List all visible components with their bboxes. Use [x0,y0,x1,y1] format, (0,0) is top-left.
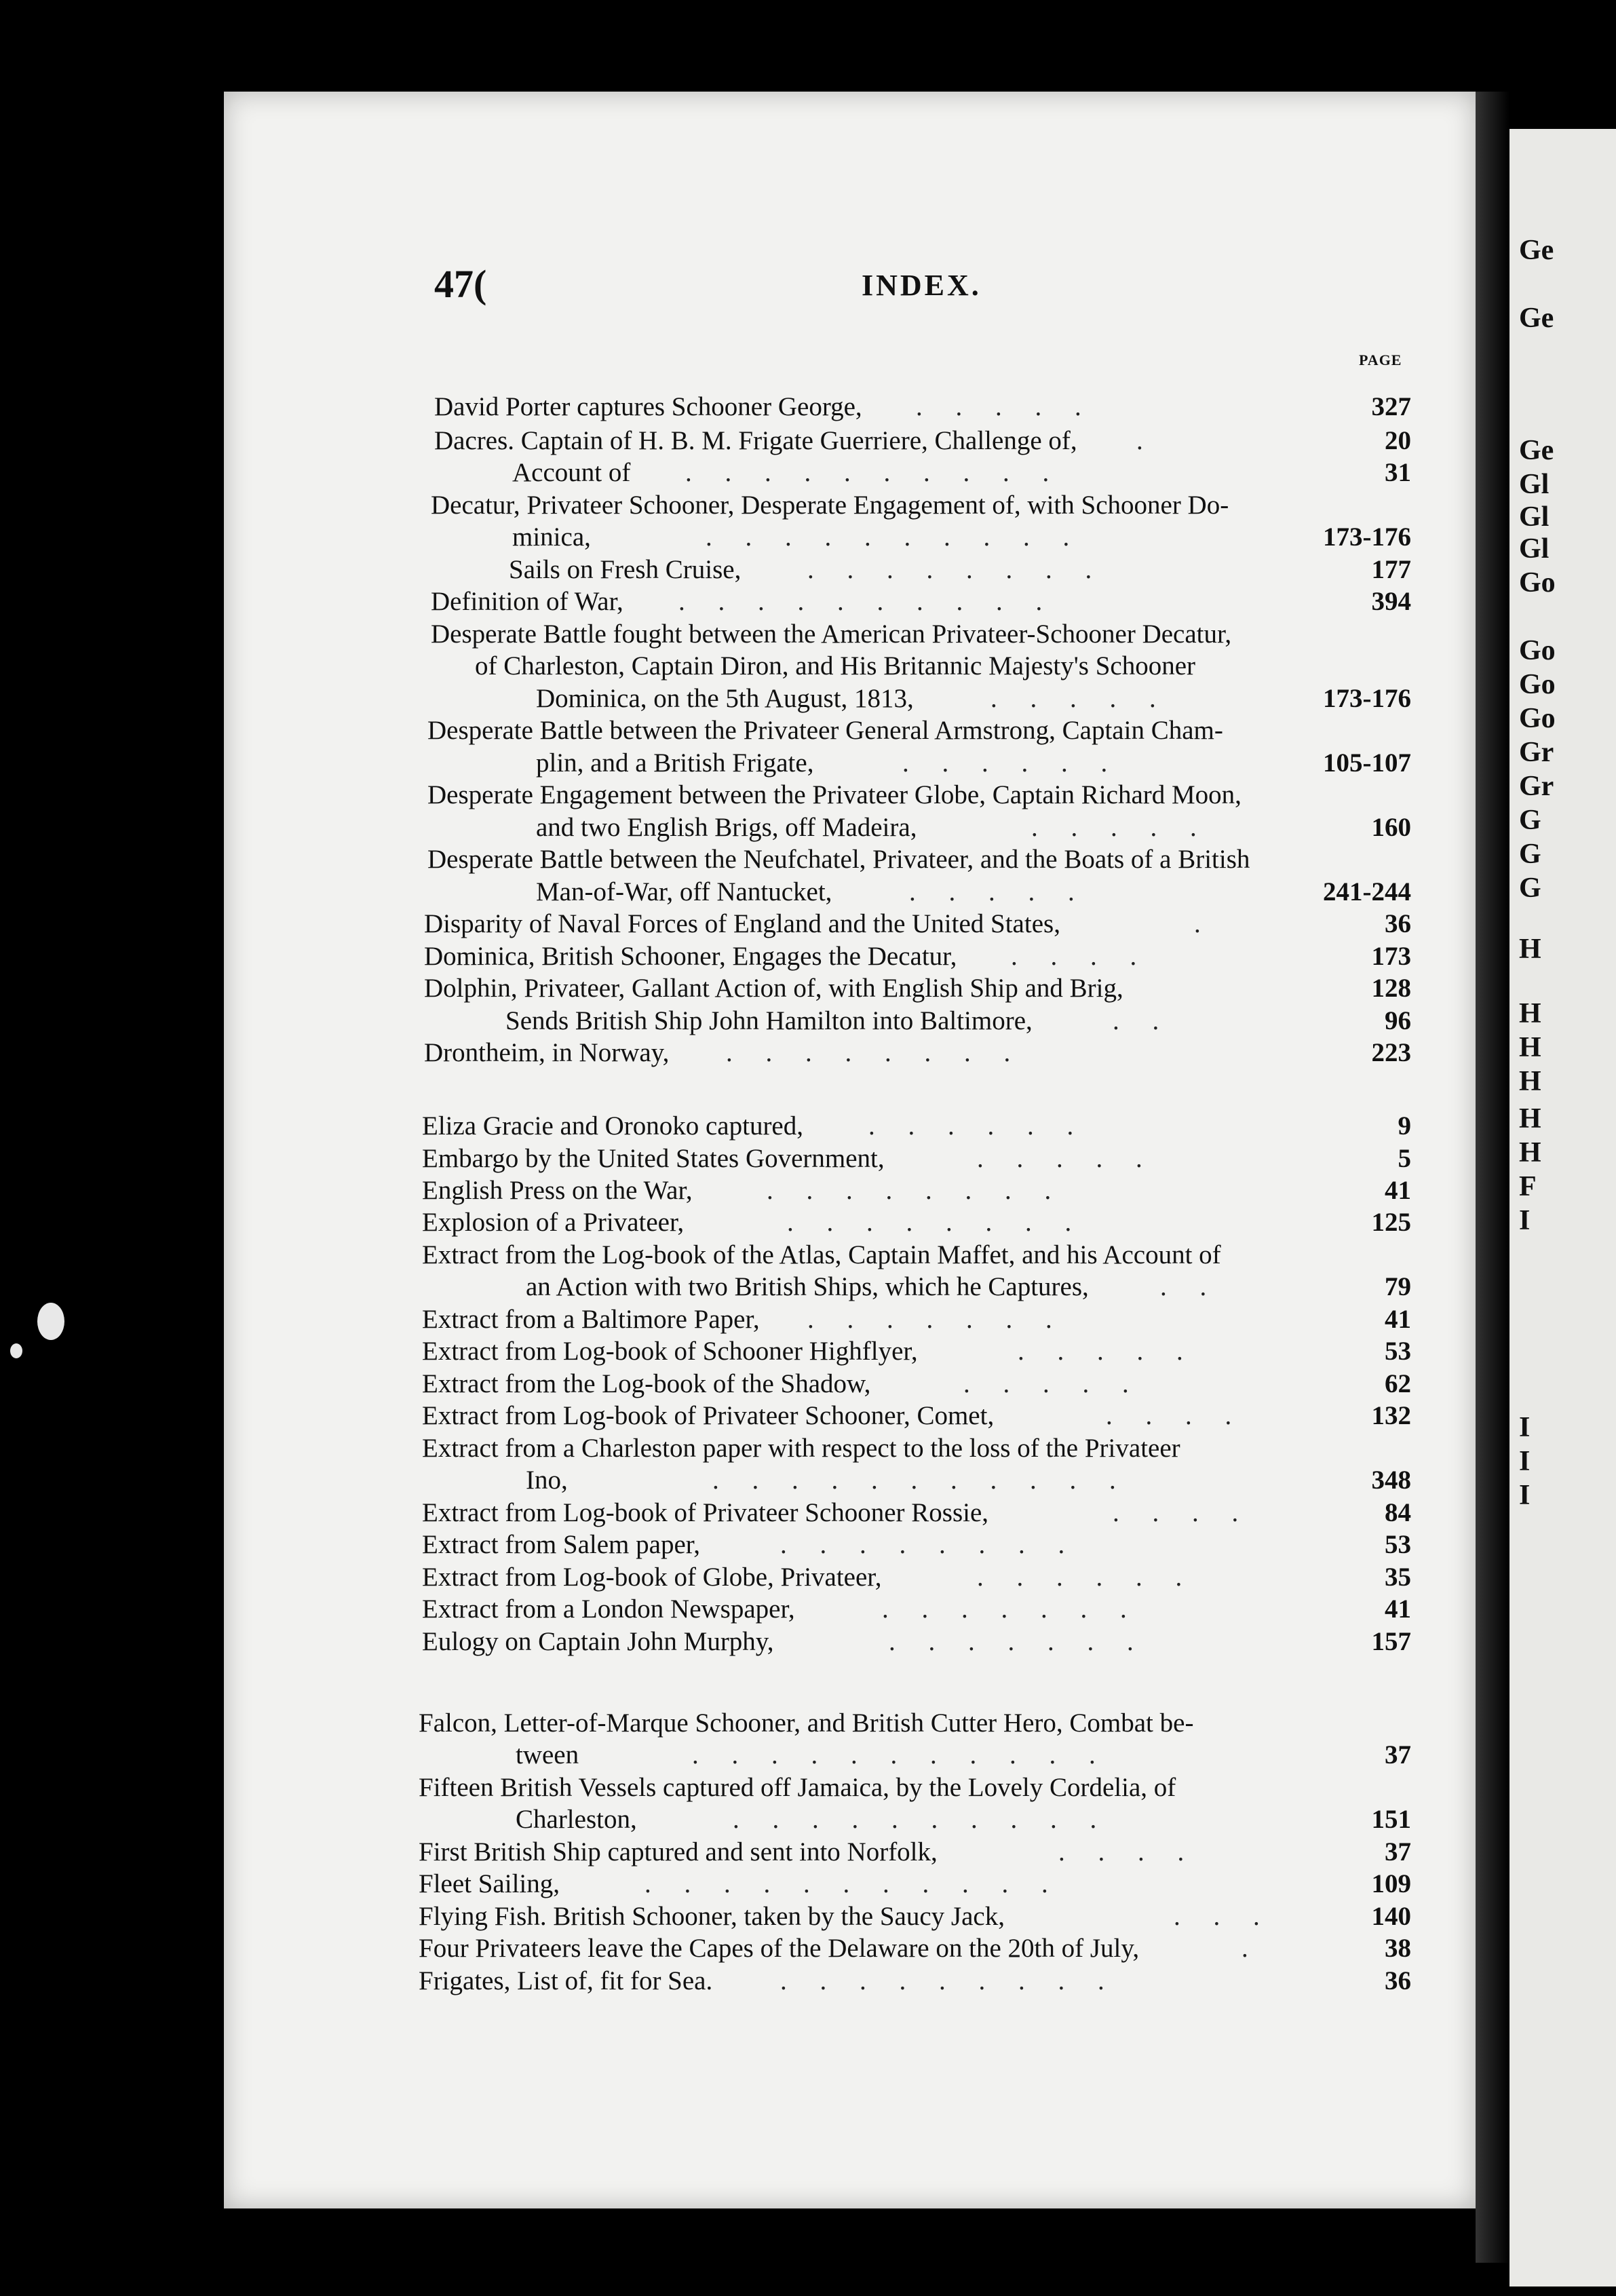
facing-page-fragment: Go [1519,635,1556,666]
dot-leader: . . [1113,1006,1159,1035]
entry-text: Account of [512,458,631,487]
index-entry [0,649,1411,683]
dot-leader: . . . . . . . . . . [733,1805,1097,1834]
index-entry [0,1303,1411,1337]
facing-page-fragment: H [1519,1103,1541,1134]
index-entry [0,1867,1411,1901]
entry-text: Extract from Log-book of Privateer Schooner, Comet, [422,1401,995,1430]
facing-page-fragment: Gr [1519,771,1554,802]
page-reference: 96 [1385,1006,1411,1035]
entry-text: Frigates, List of, fit for Sea. [419,1966,713,1995]
index-entry [0,1964,1411,1998]
dot-leader: . . . . . [1031,813,1197,842]
entry-text: Extract from the Log-book of the Atlas, Captain Maffet, and his Account of [422,1240,1221,1269]
dot-leader: . . . . [1106,1401,1232,1430]
entry-text: Extract from the Log-book of the Shadow, [422,1369,871,1398]
index-entry [0,1561,1411,1594]
index-entry [0,1528,1411,1562]
entry-text: Fifteen British Vessels captured off Jamaica, by the Lovely Cordelia, of [419,1773,1176,1802]
facing-page-fragment: Ge [1519,303,1554,334]
dot-leader: . . . . . [1018,1337,1183,1366]
index-entry [0,1625,1411,1659]
page-reference: 128 [1371,974,1411,1003]
dot-leader: . . . . [1011,942,1137,971]
page-reference: 41 [1385,1176,1411,1205]
page-reference: 36 [1385,1966,1411,1995]
page-reference: 109 [1371,1869,1411,1898]
page-number: 47( [434,262,487,306]
dot-leader: . . . . . . . . [807,555,1092,584]
entry-text: David Porter captures Schooner George, [434,392,862,421]
index-entry [0,811,1411,845]
entry-text: Extract from a London Newspaper, [422,1594,795,1624]
index-entry [0,746,1411,780]
facing-page-fragment: H [1519,934,1541,965]
page-reference: 41 [1385,1594,1411,1624]
entry-text: Charleston, [516,1805,637,1834]
dot-leader: . . . . . . . . . . . [645,1869,1048,1898]
index-entry [0,1900,1411,1934]
dot-leader: . . . . . [977,1144,1142,1173]
entry-text: Drontheim, in Norway, [424,1038,670,1067]
facing-page-fragment: Gl [1519,501,1550,533]
index-entry [0,1932,1411,1966]
index-entry [0,1463,1411,1497]
entry-text: Extract from Log-book of Schooner Highflyer, [422,1337,918,1366]
page-reference: 62 [1385,1369,1411,1398]
page-reference: 36 [1385,909,1411,938]
page-reference: 105-107 [1323,748,1411,778]
index-entry [0,1036,1411,1070]
entry-text: Desperate Engagement between the Privateer Globe, Captain Richard Moon, [427,780,1242,809]
facing-page-fragment: G [1519,839,1541,870]
entry-text: Dolphin, Privateer, Gallant Action of, with English Ship and Brig, [424,974,1123,1003]
dot-leader: . . . . . . . . [787,1208,1072,1237]
index-entry [0,1270,1411,1304]
dot-leader: . . . [1174,1902,1260,1931]
entry-text: plin, and a British Frigate, [536,748,814,778]
entry-text: Sails on Fresh Cruise, [509,555,742,584]
facing-page-fragment: G [1519,873,1541,904]
dot-leader: . [1136,426,1143,455]
page-reference: 173-176 [1323,522,1411,552]
dot-leader: . . . . . . . . . . . [692,1740,1096,1769]
index-entry [0,1496,1411,1530]
entry-text: tween [516,1740,579,1769]
facing-page-fragment: G [1519,805,1541,836]
entry-text: Dominica, British Schooner, Engages the Decatur, [424,942,957,971]
dot-leader: . [1242,1934,1248,1963]
dot-leader: . . . . . . [868,1111,1074,1141]
entry-text: Flying Fish. British Schooner, taken by the Saucy Jack, [419,1902,1005,1931]
dot-leader: . . . . . . . . . . [706,522,1070,552]
facing-page-fragment: Go [1519,567,1556,598]
dot-leader: . . [1160,1272,1207,1301]
page-reference: 348 [1371,1466,1411,1495]
index-entry [0,778,1411,812]
page-reference: 9 [1398,1111,1411,1141]
index-entry [0,585,1411,619]
index-entry [0,940,1411,974]
index-entry [0,456,1411,490]
facing-page-fragment: Gr [1519,737,1554,768]
facing-page-fragment: H [1519,998,1541,1029]
page-reference: 223 [1371,1038,1411,1067]
index-entry [0,1803,1411,1837]
entry-text: Dacres. Captain of H. B. M. Frigate Guerriere, Challenge of, [434,426,1077,455]
page-reference: 173 [1371,942,1411,971]
index-entry [0,1835,1411,1869]
page-reference: 38 [1385,1934,1411,1963]
index-entry [0,843,1411,877]
dot-leader: . . . . . [990,684,1156,713]
entry-text: Extract from Log-book of Globe, Privateer, [422,1563,882,1592]
entry-text: Sends British Ship John Hamilton into Baltimore, [505,1006,1033,1035]
entry-text: Extract from Log-book of Privateer Schooner Rossie, [422,1498,989,1527]
page-reference: 173-176 [1323,684,1411,713]
dot-leader: . . . . . . . . . . [678,587,1043,616]
page-reference: 160 [1371,813,1411,842]
page-reference: 132 [1371,1401,1411,1430]
facing-page-fragment: I [1519,1446,1531,1477]
index-entry [0,1109,1411,1143]
page-reference: 140 [1371,1902,1411,1931]
page-reference: 20 [1385,426,1411,455]
page-reference: 327 [1371,392,1411,421]
dot-leader: . . . . . [963,1369,1129,1398]
index-entry [0,682,1411,716]
entry-text: Explosion of a Privateer, [422,1208,685,1237]
dot-leader: . . . . . . [902,748,1108,778]
dot-leader: . . . . . [916,392,1081,421]
page-reference: 53 [1385,1530,1411,1559]
index-entry [0,1771,1411,1805]
facing-page-fragment: H [1519,1032,1541,1063]
entry-text: Eulogy on Captain John Murphy, [422,1627,774,1656]
entry-text: Embargo by the United States Government, [422,1144,885,1173]
entry-text: Desperate Battle between the Neufchatel, Privateer, and the Boats of a British [427,845,1250,874]
dot-leader: . . . . . . . . . . [685,458,1050,487]
page-reference: 37 [1385,1837,1411,1867]
index-entry [0,1174,1411,1208]
facing-page-fragment: Gl [1519,533,1550,565]
dot-leader: . . . . . . . [807,1305,1052,1334]
dot-leader: . . . . . . . . [767,1176,1052,1205]
dot-leader: . [1194,909,1201,938]
dot-leader: . . . . . . . . . . . [712,1466,1116,1495]
dot-leader: . . . . . . . . [780,1530,1065,1559]
facing-page-fragment: Go [1519,703,1556,734]
index-entry [0,424,1411,458]
entry-text: Falcon, Letter-of-Marque Schooner, and British Cutter Hero, Combat be- [419,1708,1194,1738]
page-reference: 394 [1371,587,1411,616]
facing-page-fragment: I [1519,1412,1531,1443]
entry-text: Disparity of Naval Forces of England and the United States, [424,909,1060,938]
entry-text: Eliza Gracie and Oronoko captured, [422,1111,803,1141]
index-entry [0,1738,1411,1772]
entry-text: minica, [512,522,591,552]
dot-leader: . . . . . . . . . [780,1966,1104,1995]
dot-leader: . . . . . . [977,1563,1182,1592]
entry-text: Decatur, Privateer Schooner, Desperate Engagement of, with Schooner Do- [431,491,1229,520]
index-entry [0,907,1411,941]
entry-text: Man-of-War, off Nantucket, [536,877,832,906]
entry-text: Fleet Sailing, [419,1869,560,1898]
page-reference: 84 [1385,1498,1411,1527]
facing-page-fragment: Go [1519,669,1556,700]
dot-leader: . . . . . . . [882,1594,1127,1624]
index-entry [0,1367,1411,1401]
facing-page-fragment: H [1519,1137,1541,1168]
dot-leader: . . . . [1113,1498,1239,1527]
facing-page-fragment: I [1519,1205,1531,1236]
facing-page-fragment: I [1519,1480,1531,1511]
dot-leader: . . . . . . . [889,1627,1134,1656]
entry-text: Definition of War, [431,587,623,616]
page-reference: 41 [1385,1305,1411,1334]
entry-text: Extract from a Charleston paper with respect to the loss of the Privateer [422,1434,1180,1463]
index-entry [0,1706,1411,1740]
entry-text: Four Privateers leave the Capes of the Delaware on the 20th of July, [419,1934,1140,1963]
dot-leader: . . . . [1058,1837,1185,1867]
page-reference: 53 [1385,1337,1411,1366]
dot-leader: . . . . . . . . [726,1038,1011,1067]
entry-text: Dominica, on the 5th August, 1813, [536,684,914,713]
page-reference: 79 [1385,1272,1411,1301]
page-reference: 177 [1371,555,1411,584]
index-entry [0,1238,1411,1272]
index-entry [0,617,1411,651]
index-entry [0,1206,1411,1240]
entry-text: Desperate Battle between the Privateer General Armstrong, Captain Cham- [427,716,1223,745]
facing-page-fragment: Ge [1519,235,1554,266]
index-entry [0,972,1411,1006]
page-reference: 37 [1385,1740,1411,1769]
index-entry [0,1432,1411,1466]
index-entry [0,1399,1411,1433]
page-reference: 125 [1371,1208,1411,1237]
facing-page-fragment: F [1519,1171,1537,1202]
page-column-label: PAGE [1359,351,1402,368]
entry-text: Extract from a Baltimore Paper, [422,1305,760,1334]
page-reference: 31 [1385,458,1411,487]
index-entry [0,714,1411,748]
index-entry [0,390,1411,424]
index-entry [0,1335,1411,1369]
entry-text: and two English Brigs, off Madeira, [536,813,917,842]
index-entry [0,875,1411,909]
entry-text: First British Ship captured and sent into Norfolk, [419,1837,938,1867]
facing-page-fragment: Ge [1519,435,1554,466]
page-reference: 157 [1371,1627,1411,1656]
page-reference: 5 [1398,1144,1411,1173]
page-reference: 35 [1385,1563,1411,1592]
index-entry [0,1592,1411,1626]
entry-text: English Press on the War, [422,1176,693,1205]
entry-text: of Charleston, Captain Diron, and His Britannic Majesty's Schooner [475,651,1196,681]
entry-text: Desperate Battle fought between the American Privateer-Schooner Decatur, [431,619,1232,649]
index-entry [0,520,1411,554]
index-entry [0,1004,1411,1038]
index-entry [0,553,1411,587]
page-reference: 151 [1371,1805,1411,1834]
dot-leader: . . . . . [909,877,1075,906]
facing-page-fragment: H [1519,1066,1541,1097]
running-head: INDEX. [862,269,982,302]
facing-page-fragment: Gl [1519,469,1550,500]
entry-text: Ino, [526,1466,568,1495]
entry-text: Extract from Salem paper, [422,1530,700,1559]
entry-text: an Action with two British Ships, which he Captures, [526,1272,1089,1301]
index-entry [0,1142,1411,1176]
index-entry [0,489,1411,522]
page-reference: 241-244 [1323,877,1411,906]
